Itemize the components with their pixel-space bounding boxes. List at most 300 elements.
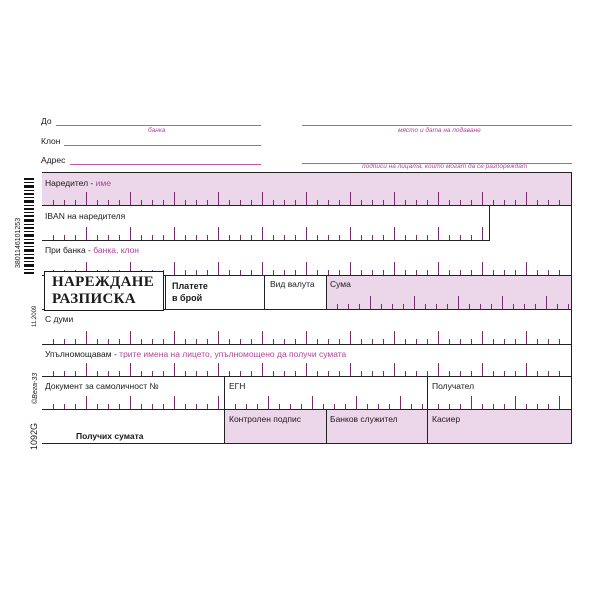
tick-mark xyxy=(334,404,335,409)
tick-mark xyxy=(411,404,412,409)
tick-mark xyxy=(108,371,109,376)
tick-mark xyxy=(163,200,164,205)
tick-mark xyxy=(306,363,307,376)
tick-mark xyxy=(284,270,285,275)
tick-mark xyxy=(502,296,503,309)
tick-mark xyxy=(75,404,76,409)
address-label: Адрес xyxy=(41,155,66,165)
tick-mark xyxy=(64,371,65,376)
tick-mark xyxy=(515,371,516,376)
tick-mark xyxy=(163,339,164,344)
pay-cash-line-2: в брой xyxy=(172,293,203,303)
tick-mark xyxy=(438,404,439,409)
to-label: До xyxy=(41,116,52,126)
tick-mark xyxy=(273,270,274,275)
tick-mark xyxy=(436,304,437,309)
tick-mark xyxy=(218,363,219,376)
payer-hint: име xyxy=(95,178,111,188)
tick-mark xyxy=(350,227,351,240)
tick-mark xyxy=(97,339,98,344)
tick-mark xyxy=(185,404,186,409)
tick-mark xyxy=(86,396,87,409)
tick-mark xyxy=(548,200,549,205)
tick-mark xyxy=(416,235,417,240)
tick-mark xyxy=(108,200,109,205)
tick-mark xyxy=(350,331,351,344)
tick-mark xyxy=(185,339,186,344)
tick-mark xyxy=(548,404,549,409)
tick-mark xyxy=(557,304,558,309)
tick-mark xyxy=(174,331,175,344)
tick-mark xyxy=(559,371,560,376)
tick-mark xyxy=(262,227,263,240)
tick-mark xyxy=(337,304,338,309)
tick-mark xyxy=(218,262,219,275)
tick-mark xyxy=(273,235,274,240)
tick-mark xyxy=(229,270,230,275)
tick-mark xyxy=(548,371,549,376)
tick-mark xyxy=(196,270,197,275)
tick-mark xyxy=(460,235,461,240)
tick-mark xyxy=(548,270,549,275)
barcode-icon xyxy=(24,178,34,276)
tick-mark xyxy=(471,270,472,275)
tick-mark xyxy=(449,270,450,275)
in-words-label: С думи xyxy=(45,314,74,324)
tick-mark xyxy=(218,396,219,409)
tick-mark xyxy=(273,200,274,205)
tick-mark xyxy=(163,371,164,376)
tick-mark xyxy=(383,270,384,275)
tick-mark xyxy=(392,304,393,309)
tick-mark xyxy=(130,227,131,240)
tick-mark xyxy=(290,404,291,409)
tick-mark xyxy=(427,339,428,344)
tick-mark xyxy=(97,235,98,240)
tick-mark xyxy=(295,270,296,275)
tick-mark xyxy=(504,339,505,344)
tick-mark xyxy=(460,270,461,275)
form-code: 1092G xyxy=(29,422,39,450)
tick-mark xyxy=(537,371,538,376)
tick-mark xyxy=(207,235,208,240)
tick-mark xyxy=(86,363,87,376)
tick-mark xyxy=(471,339,472,344)
tick-mark xyxy=(317,371,318,376)
tick-mark xyxy=(367,404,368,409)
tick-mark xyxy=(361,200,362,205)
tick-mark xyxy=(559,200,560,205)
tick-mark xyxy=(449,404,450,409)
control-signature-label: Контролен подпис xyxy=(229,414,301,424)
iban-label: IBAN на наредителя xyxy=(45,211,126,221)
tick-mark xyxy=(482,404,483,409)
tick-mark xyxy=(526,363,527,376)
tick-mark xyxy=(425,304,426,309)
tick-mark xyxy=(75,339,76,344)
publisher-mark: ©Вега-33 xyxy=(32,372,39,404)
tick-mark xyxy=(394,192,395,205)
tick-mark xyxy=(295,371,296,376)
tick-mark xyxy=(438,192,439,205)
tick-mark xyxy=(480,304,481,309)
tick-mark xyxy=(438,363,439,376)
recipient-label: Получател xyxy=(432,381,475,391)
tick-mark xyxy=(251,235,252,240)
tick-mark xyxy=(251,339,252,344)
pay-cash-line-1: Платете xyxy=(172,281,208,291)
tick-mark xyxy=(246,404,247,409)
tick-mark xyxy=(513,304,514,309)
tick-mark xyxy=(515,396,516,409)
tick-mark xyxy=(218,192,219,205)
tick-mark xyxy=(235,404,236,409)
to-line[interactable] xyxy=(56,125,261,126)
tick-mark xyxy=(229,235,230,240)
tick-mark xyxy=(559,339,560,344)
tick-mark xyxy=(339,339,340,344)
tick-mark xyxy=(348,304,349,309)
signatures-hint: подписи на лицата, които могат да се разпореждат xyxy=(362,163,528,170)
tick-mark xyxy=(185,200,186,205)
tick-mark xyxy=(526,331,527,344)
tick-mark xyxy=(372,339,373,344)
tick-mark xyxy=(482,363,483,376)
tick-mark xyxy=(493,270,494,275)
tick-mark xyxy=(185,371,186,376)
tick-mark xyxy=(119,371,120,376)
tick-mark xyxy=(372,235,373,240)
tick-mark xyxy=(537,404,538,409)
tick-mark xyxy=(262,192,263,205)
tick-mark xyxy=(416,339,417,344)
authorize-label: Упълномощавам - трите имена на лицето, упълномощено да получи сумата xyxy=(45,349,347,359)
tick-mark xyxy=(394,331,395,344)
tick-mark xyxy=(64,235,65,240)
tick-mark xyxy=(306,262,307,275)
tick-mark xyxy=(75,371,76,376)
tick-mark xyxy=(350,363,351,376)
tick-mark xyxy=(526,262,527,275)
tick-mark xyxy=(75,235,76,240)
barcode-number: 3801146101253 xyxy=(15,217,22,268)
tick-mark xyxy=(460,200,461,205)
tick-mark xyxy=(174,192,175,205)
tick-mark xyxy=(383,235,384,240)
tick-mark xyxy=(207,371,208,376)
tick-mark xyxy=(130,363,131,376)
tick-mark xyxy=(301,404,302,409)
tick-mark xyxy=(218,227,219,240)
tick-mark xyxy=(460,404,461,409)
tick-mark xyxy=(427,235,428,240)
tick-mark xyxy=(381,304,382,309)
tick-mark xyxy=(504,270,505,275)
tick-mark xyxy=(383,371,384,376)
tick-mark xyxy=(427,270,428,275)
tick-mark xyxy=(251,200,252,205)
tick-mark xyxy=(207,200,208,205)
tick-mark xyxy=(422,404,423,409)
tick-mark xyxy=(537,200,538,205)
tick-mark xyxy=(427,371,428,376)
tick-mark xyxy=(328,235,329,240)
place-date-line[interactable] xyxy=(302,125,572,126)
tick-mark xyxy=(64,404,65,409)
tick-mark xyxy=(394,363,395,376)
tick-mark xyxy=(345,404,346,409)
tick-mark xyxy=(460,371,461,376)
tick-mark xyxy=(339,235,340,240)
tick-mark xyxy=(257,404,258,409)
tick-mark xyxy=(537,339,538,344)
tick-mark xyxy=(449,339,450,344)
tick-mark xyxy=(229,339,230,344)
tick-mark xyxy=(97,371,98,376)
tick-mark xyxy=(378,404,379,409)
tick-mark xyxy=(482,192,483,205)
tick-mark xyxy=(240,339,241,344)
bank-hint: банка xyxy=(148,127,166,134)
tick-mark xyxy=(361,235,362,240)
tick-mark xyxy=(64,200,65,205)
tick-mark xyxy=(339,200,340,205)
place-date-hint: място и дата на подаване xyxy=(398,127,481,134)
tick-mark xyxy=(196,339,197,344)
tick-mark xyxy=(504,404,505,409)
tick-mark xyxy=(152,235,153,240)
tick-mark xyxy=(405,371,406,376)
tick-mark xyxy=(130,396,131,409)
tick-mark xyxy=(427,200,428,205)
tick-mark xyxy=(515,339,516,344)
tick-mark xyxy=(141,339,142,344)
tick-mark xyxy=(240,235,241,240)
tick-mark xyxy=(141,404,142,409)
tick-mark xyxy=(317,339,318,344)
egn-label: ЕГН xyxy=(229,381,246,391)
tick-mark xyxy=(460,339,461,344)
tick-mark xyxy=(416,371,417,376)
tick-mark xyxy=(306,192,307,205)
tick-mark xyxy=(262,331,263,344)
tick-mark xyxy=(389,404,390,409)
tick-mark xyxy=(284,200,285,205)
branch-line[interactable] xyxy=(64,145,261,146)
tick-mark xyxy=(383,200,384,205)
tick-mark xyxy=(515,270,516,275)
tick-mark xyxy=(163,235,164,240)
tick-mark xyxy=(295,200,296,205)
tick-mark xyxy=(524,304,525,309)
tick-mark xyxy=(53,339,54,344)
tick-mark xyxy=(405,235,406,240)
tick-mark xyxy=(97,404,98,409)
tick-mark xyxy=(568,304,569,309)
payer-label: Наредител - име xyxy=(45,178,111,188)
tick-mark xyxy=(339,270,340,275)
tick-mark xyxy=(75,200,76,205)
tick-mark xyxy=(262,363,263,376)
tick-mark xyxy=(273,339,274,344)
tick-mark xyxy=(449,200,450,205)
tick-mark xyxy=(383,339,384,344)
tick-mark xyxy=(447,304,448,309)
tick-mark xyxy=(119,200,120,205)
tick-mark xyxy=(119,235,120,240)
tick-mark xyxy=(405,339,406,344)
tick-mark xyxy=(53,404,54,409)
tick-mark xyxy=(504,371,505,376)
tick-mark xyxy=(537,270,538,275)
tick-mark xyxy=(185,235,186,240)
tick-mark xyxy=(370,296,371,309)
tick-mark xyxy=(504,200,505,205)
tick-mark xyxy=(535,304,536,309)
tick-mark xyxy=(493,339,494,344)
tick-mark xyxy=(196,235,197,240)
tick-mark xyxy=(152,200,153,205)
tick-mark xyxy=(526,192,527,205)
tick-mark xyxy=(350,262,351,275)
tick-mark xyxy=(356,396,357,409)
tick-mark xyxy=(458,296,459,309)
tick-mark xyxy=(493,404,494,409)
tick-mark xyxy=(416,200,417,205)
branch-label: Клон xyxy=(41,136,61,146)
tick-mark xyxy=(53,235,54,240)
tick-mark xyxy=(152,404,153,409)
tick-mark xyxy=(53,200,54,205)
tick-mark xyxy=(163,404,164,409)
tick-mark xyxy=(323,404,324,409)
id-document-label: Документ за самоличност № xyxy=(45,381,159,391)
tick-mark xyxy=(328,270,329,275)
tick-mark xyxy=(86,192,87,205)
tick-mark xyxy=(449,371,450,376)
edition-date: 11.2009 xyxy=(32,305,38,327)
tick-mark xyxy=(229,200,230,205)
tick-mark xyxy=(361,371,362,376)
title-box xyxy=(44,271,164,311)
tick-mark xyxy=(491,304,492,309)
tick-mark xyxy=(279,404,280,409)
tick-mark xyxy=(86,227,87,240)
tick-mark xyxy=(218,331,219,344)
authorize-hint: трите имена на лицето, упълномощено да получи сумата xyxy=(119,349,347,359)
tick-mark xyxy=(482,262,483,275)
tick-mark xyxy=(174,363,175,376)
tick-mark xyxy=(416,270,417,275)
tick-mark xyxy=(471,371,472,376)
barcode xyxy=(24,178,34,276)
tick-mark xyxy=(372,270,373,275)
tick-mark xyxy=(130,331,131,344)
tick-mark xyxy=(240,200,241,205)
tick-mark xyxy=(350,192,351,205)
tick-mark xyxy=(207,404,208,409)
tick-mark xyxy=(306,227,307,240)
tick-mark xyxy=(174,262,175,275)
tick-mark xyxy=(559,270,560,275)
tick-mark xyxy=(273,371,274,376)
tick-mark xyxy=(515,200,516,205)
tick-mark xyxy=(152,339,153,344)
tick-mark xyxy=(471,235,472,240)
tick-mark xyxy=(394,262,395,275)
tick-mark xyxy=(394,227,395,240)
tick-mark xyxy=(306,331,307,344)
tick-mark xyxy=(196,200,197,205)
tick-mark xyxy=(229,371,230,376)
tick-mark xyxy=(312,396,313,409)
tick-mark xyxy=(262,262,263,275)
tick-mark xyxy=(405,270,406,275)
tick-mark xyxy=(328,371,329,376)
tick-mark xyxy=(152,371,153,376)
tick-mark xyxy=(438,331,439,344)
tick-mark xyxy=(108,235,109,240)
tick-mark xyxy=(108,404,109,409)
tick-mark xyxy=(174,227,175,240)
address-line[interactable] xyxy=(70,164,261,165)
tick-mark xyxy=(339,371,340,376)
tick-mark xyxy=(400,396,401,409)
tick-mark xyxy=(471,396,472,409)
tick-mark xyxy=(240,371,241,376)
tick-mark xyxy=(141,235,142,240)
tick-mark xyxy=(372,371,373,376)
tick-mark xyxy=(546,296,547,309)
tick-mark xyxy=(97,200,98,205)
tick-mark xyxy=(403,304,404,309)
tick-mark xyxy=(130,192,131,205)
title-line-2: РАЗПИСКА xyxy=(52,291,136,307)
currency-label: Вид валута xyxy=(270,279,315,289)
tick-mark xyxy=(359,304,360,309)
tick-mark xyxy=(86,331,87,344)
tick-mark xyxy=(548,339,549,344)
tick-mark xyxy=(240,270,241,275)
tick-mark xyxy=(471,200,472,205)
tick-mark xyxy=(207,339,208,344)
tick-mark xyxy=(64,339,65,344)
received-amount-label: Получих сумата xyxy=(76,431,144,441)
tick-mark xyxy=(449,235,450,240)
tick-mark xyxy=(372,200,373,205)
amount-label: Сума xyxy=(330,279,351,289)
tick-mark xyxy=(108,339,109,344)
tick-mark xyxy=(328,339,329,344)
tick-mark xyxy=(405,200,406,205)
cashier-label: Касиер xyxy=(432,414,461,424)
tick-mark xyxy=(328,200,329,205)
tick-mark xyxy=(53,371,54,376)
tick-mark xyxy=(185,270,186,275)
tick-mark xyxy=(251,270,252,275)
tick-mark xyxy=(482,227,483,240)
tick-mark xyxy=(469,304,470,309)
tick-mark xyxy=(414,296,415,309)
tick-mark xyxy=(207,270,208,275)
tick-mark xyxy=(141,200,142,205)
tick-mark xyxy=(438,227,439,240)
tick-mark xyxy=(295,339,296,344)
tick-mark xyxy=(251,371,252,376)
tick-mark xyxy=(174,396,175,409)
tick-mark xyxy=(361,339,362,344)
tick-mark xyxy=(559,396,560,409)
